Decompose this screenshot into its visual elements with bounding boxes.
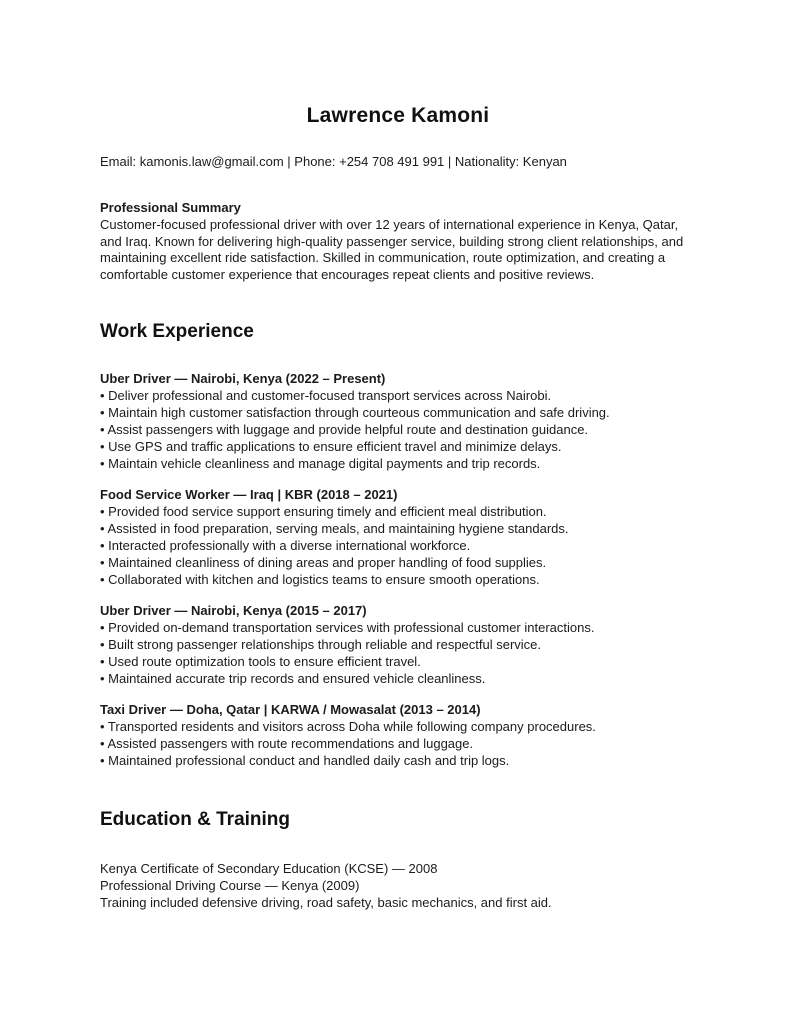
page-title: Lawrence Kamoni: [306, 104, 490, 127]
education-line: Training included defensive driving, road safety, basic mechanics, and first aid.: [100, 895, 552, 910]
job-entry: [100, 602, 696, 687]
job-bullet: • Maintained cleanliness of dining areas and proper handling of food supplies.: [100, 555, 547, 570]
job-bullet: • Assisted in food preparation, serving meals, and maintaining hygiene standards.: [100, 521, 569, 536]
job-bullet: • Collaborated with kitchen and logistics teams to ensure smooth operations.: [100, 572, 540, 587]
job-bullet: • Transported residents and visitors across Doha while following company procedures.: [100, 719, 596, 734]
job-bullet: • Provided food service support ensuring timely and efficient meal distribution.: [100, 504, 547, 519]
summary-text: Customer-focused professional driver with over 12 years of international experience in Kenya, Qatar, and Iraq. Known for delivering high-quality passenger service, building strong client relationships, and maintaining excellent ride satisfaction. Skilled in communication, route optimization, and creating a comfortable customer experience that encourages repeat clients and positive reviews.: [100, 217, 684, 282]
work-experience-heading: Work Experience: [100, 321, 254, 342]
job-bullet: • Maintain high customer satisfaction through courteous communication and safe driving.: [100, 405, 610, 420]
job-entry: [100, 370, 696, 472]
job-title: Food Service Worker — Iraq | KBR (2018 – 2021): [100, 487, 398, 502]
education-line: Kenya Certificate of Secondary Education (KCSE) — 2008: [100, 861, 438, 876]
job-bullet: • Assist passengers with luggage and provide helpful route and destination guidance.: [100, 422, 589, 437]
job-entry: [100, 486, 696, 588]
job-list: [100, 370, 696, 769]
job-entry: [100, 701, 696, 769]
job-bullet: • Used route optimization tools to ensure efficient travel.: [100, 654, 421, 669]
job-bullet: • Maintain vehicle cleanliness and manage digital payments and trip records.: [100, 456, 541, 471]
job-bullet: • Maintained professional conduct and handled daily cash and trip logs.: [100, 753, 510, 768]
job-bullet: • Maintained accurate trip records and ensured vehicle cleanliness.: [100, 671, 486, 686]
education-line: Professional Driving Course — Kenya (2009): [100, 878, 360, 893]
education-lines: [100, 860, 696, 911]
summary-heading: Professional Summary: [100, 200, 241, 215]
job-bullet: • Built strong passenger relationships through reliable and respectful service.: [100, 637, 542, 652]
job-bullet: • Assisted passengers with route recommendations and luggage.: [100, 736, 474, 751]
job-bullet: • Deliver professional and customer-focused transport services across Nairobi.: [100, 388, 552, 403]
job-title: Taxi Driver — Doha, Qatar | KARWA / Mowasalat (2013 – 2014): [100, 702, 481, 717]
job-title: Uber Driver — Nairobi, Kenya (2015 – 2017): [100, 603, 367, 618]
job-title: Uber Driver — Nairobi, Kenya (2022 – Present): [100, 371, 386, 386]
job-bullet: • Provided on-demand transportation services with professional customer interactions.: [100, 620, 595, 635]
job-bullet: • Use GPS and traffic applications to ensure efficient travel and minimize delays.: [100, 439, 562, 454]
job-bullet: • Interacted professionally with a diverse international workforce.: [100, 538, 471, 553]
contact-info: Email: kamonis.law@gmail.com | Phone: +254 708 491 991 | Nationality: Kenyan: [100, 154, 567, 169]
education-heading: Education & Training: [100, 809, 291, 830]
